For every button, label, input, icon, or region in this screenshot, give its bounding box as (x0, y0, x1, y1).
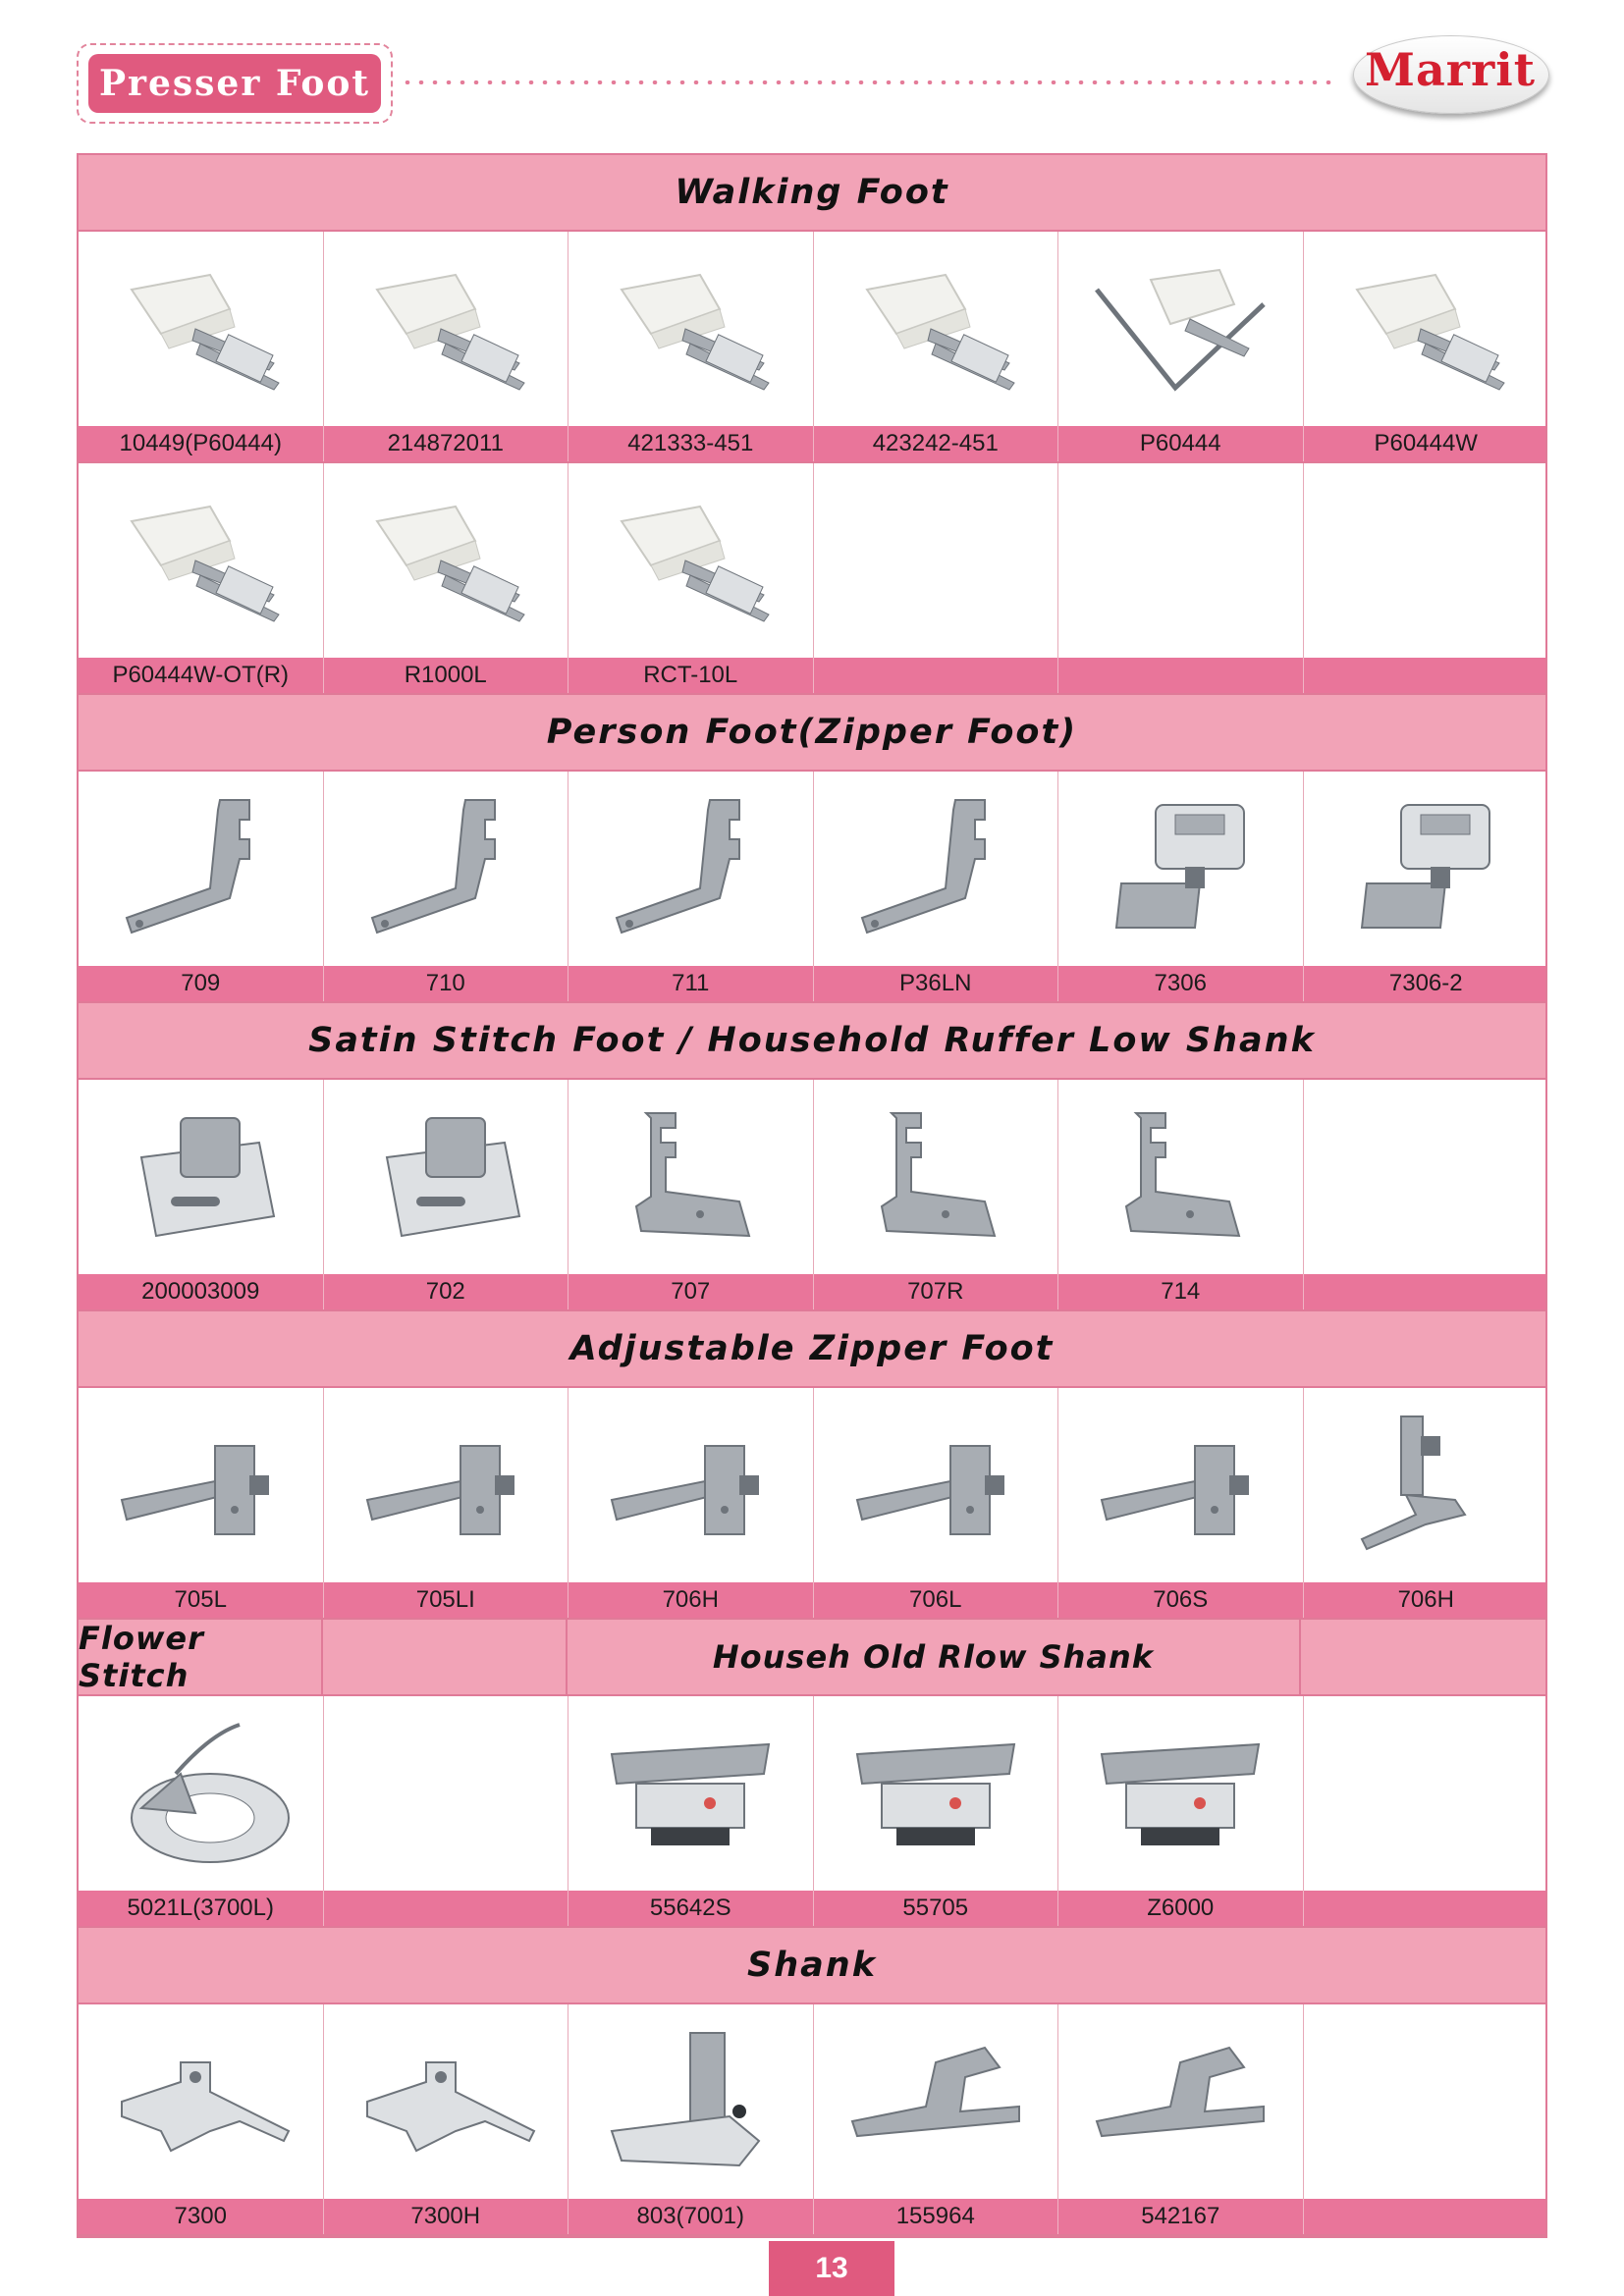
shank-icon (1082, 2023, 1278, 2180)
product-cell (324, 2004, 569, 2199)
flower-stitch-icon (102, 1715, 298, 1872)
product-code: 705L (79, 1582, 324, 1618)
product-label-row (79, 426, 1545, 463)
product-image-row (79, 1080, 1545, 1274)
product-code: 711 (568, 966, 814, 1001)
product-cell (79, 2004, 324, 2199)
product-label-row (79, 1274, 1545, 1311)
product-code: 706H (1397, 1586, 1454, 1613)
product-cell (79, 1696, 324, 1891)
page-title: Presser Foot (98, 63, 371, 104)
satin-foot-icon (348, 1098, 544, 1255)
walking-foot-icon (102, 482, 298, 639)
product-cell (324, 1388, 569, 1582)
product-image-row (79, 772, 1545, 966)
logo-text: Marrit (1365, 43, 1536, 96)
section-title: Walking Foot (79, 155, 1545, 232)
product-code: 421333-451 (568, 426, 814, 461)
shank-adapter-icon (348, 2023, 544, 2180)
snap-foot-icon (1327, 790, 1524, 947)
product-code (1304, 658, 1549, 693)
product-cell (1058, 1696, 1304, 1891)
walking-foot-icon (102, 250, 298, 407)
shank-icon (838, 2023, 1034, 2180)
satin-foot-icon (102, 1098, 298, 1255)
product-code: P60444W-OT(R) (79, 658, 324, 693)
product-cell (568, 1388, 814, 1582)
adjustable-zipper-foot-icon (102, 1407, 298, 1564)
product-label-row (79, 1582, 1545, 1620)
product-code: 423242-451 (814, 426, 1059, 461)
product-cell (814, 2004, 1059, 2199)
header-dotted-rule (401, 80, 1338, 84)
adjustable-zipper-foot-icon (348, 1407, 544, 1564)
product-cell (814, 1696, 1059, 1891)
section-title: Flower Stitch (79, 1620, 323, 1694)
section-title: Adjustable Zipper Foot (79, 1311, 1545, 1388)
product-cell (79, 463, 324, 658)
product-code: 706L (814, 1582, 1059, 1618)
walking-foot-icon (838, 250, 1034, 407)
adjustable-zipper-foot-icon (1082, 1407, 1278, 1564)
adjustable-zipper-foot-icon (592, 1407, 788, 1564)
product-code: Z6000 (1058, 1891, 1304, 1926)
product-cell (568, 2004, 814, 2199)
product-image-row (79, 232, 1545, 426)
header-badge (77, 43, 393, 124)
product-cell (1304, 463, 1549, 658)
product-code: 5021L(3700L) (79, 1891, 324, 1926)
product-cell (324, 1696, 569, 1891)
snap-foot-icon (1082, 790, 1278, 947)
product-code: 155964 (814, 2199, 1059, 2234)
product-cell (814, 1080, 1059, 1274)
product-cell (814, 1388, 1059, 1582)
product-code: 702 (324, 1274, 569, 1309)
product-code: P60444 (1058, 426, 1304, 461)
product-code (1058, 658, 1304, 693)
low-shank-foot-icon (1082, 1098, 1278, 1255)
product-code: 707 (568, 1274, 814, 1309)
product-label-row (79, 658, 1545, 695)
low-shank-foot-icon (592, 1098, 788, 1255)
product-image-row (79, 1388, 1545, 1582)
product-code: R1000L (324, 658, 569, 693)
product-code: 706S (1058, 1582, 1304, 1618)
header-badge-fill (88, 54, 381, 113)
adjustable-zipper-foot-icon (838, 1407, 1034, 1564)
product-label-row (79, 2199, 1545, 2236)
adjustable-zipper-foot-vertical-icon (1327, 1407, 1524, 1564)
product-code (1304, 1274, 1549, 1309)
product-code: P60444W (1374, 430, 1478, 456)
zipper-foot-icon (102, 790, 298, 947)
product-code: 214872011 (324, 426, 569, 461)
product-code: 709 (79, 966, 324, 1001)
product-code: 7300 (79, 2199, 324, 2234)
ruffler-icon (1082, 1715, 1278, 1872)
product-code (1304, 1891, 1549, 1926)
product-code (1304, 2199, 1549, 2234)
product-cell (1304, 232, 1549, 426)
product-cell (568, 1080, 814, 1274)
product-catalog (77, 153, 1547, 2238)
product-image-row (79, 463, 1545, 658)
product-cell (568, 463, 814, 658)
product-cell (1058, 1080, 1304, 1274)
product-code (814, 658, 1059, 693)
section-title: Househ Old Rlow Shank (568, 1620, 1301, 1694)
product-code: RCT-10L (568, 658, 814, 693)
ruffler-icon (838, 1715, 1034, 1872)
product-cell (814, 232, 1059, 426)
product-code: 7300H (324, 2199, 569, 2234)
product-code: 200003009 (79, 1274, 324, 1309)
page-number: 13 (769, 2241, 894, 2296)
product-cell (1058, 772, 1304, 966)
product-cell (568, 232, 814, 426)
zipper-foot-icon (592, 790, 788, 947)
product-cell (1304, 772, 1549, 966)
product-code: 7306-2 (1388, 970, 1463, 996)
product-code: 55642S (568, 1891, 814, 1926)
product-label-row (79, 1891, 1545, 1928)
walking-foot-icon (592, 482, 788, 639)
product-cell (79, 232, 324, 426)
walking-foot-guide-icon (1082, 250, 1278, 407)
section-title: Shank (79, 1928, 1545, 2004)
product-cell (324, 463, 569, 658)
product-code: 803(7001) (568, 2199, 814, 2234)
product-code (324, 1891, 569, 1926)
section-title (1301, 1620, 1545, 1694)
walking-foot-icon (348, 250, 544, 407)
product-cell (1304, 1080, 1549, 1274)
section-title: Person Foot(Zipper Foot) (79, 695, 1545, 772)
product-cell (79, 1080, 324, 1274)
zipper-foot-icon (348, 790, 544, 947)
product-code: P36LN (814, 966, 1059, 1001)
product-cell (79, 1388, 324, 1582)
split-section-title-row (79, 1620, 1545, 1696)
product-code: 7306 (1058, 966, 1304, 1001)
product-cell (79, 772, 324, 966)
zipper-foot-icon (838, 790, 1034, 947)
section-title (323, 1620, 568, 1694)
product-cell (1304, 2004, 1549, 2199)
walking-foot-icon (348, 482, 544, 639)
shank-adapter-foot-icon (592, 2023, 788, 2180)
ruffler-icon (592, 1715, 788, 1872)
walking-foot-icon (592, 250, 788, 407)
product-cell (1058, 1388, 1304, 1582)
product-cell (1058, 463, 1304, 658)
product-cell (1304, 1388, 1549, 1582)
product-code: 706H (568, 1582, 814, 1618)
walking-foot-icon (1327, 250, 1524, 407)
product-code: 55705 (814, 1891, 1059, 1926)
product-code: 714 (1058, 1274, 1304, 1309)
product-cell (814, 463, 1059, 658)
product-cell (568, 772, 814, 966)
product-label-row (79, 966, 1545, 1003)
product-cell (814, 772, 1059, 966)
product-code: 707R (814, 1274, 1059, 1309)
brand-logo (1353, 35, 1549, 114)
product-cell (568, 1696, 814, 1891)
product-image-row (79, 1696, 1545, 1891)
low-shank-foot-icon (838, 1098, 1034, 1255)
product-code: 542167 (1058, 2199, 1304, 2234)
product-cell (324, 232, 569, 426)
product-cell (324, 772, 569, 966)
product-code: 705LI (324, 1582, 569, 1618)
product-code: 10449(P60444) (79, 426, 324, 461)
shank-adapter-icon (102, 2023, 298, 2180)
product-cell (1058, 232, 1304, 426)
product-cell (1304, 1696, 1549, 1891)
section-title: Satin Stitch Foot / Household Ruffer Low Shank (79, 1003, 1545, 1080)
product-cell (1058, 2004, 1304, 2199)
product-cell (324, 1080, 569, 1274)
product-image-row (79, 2004, 1545, 2199)
product-code: 710 (324, 966, 569, 1001)
